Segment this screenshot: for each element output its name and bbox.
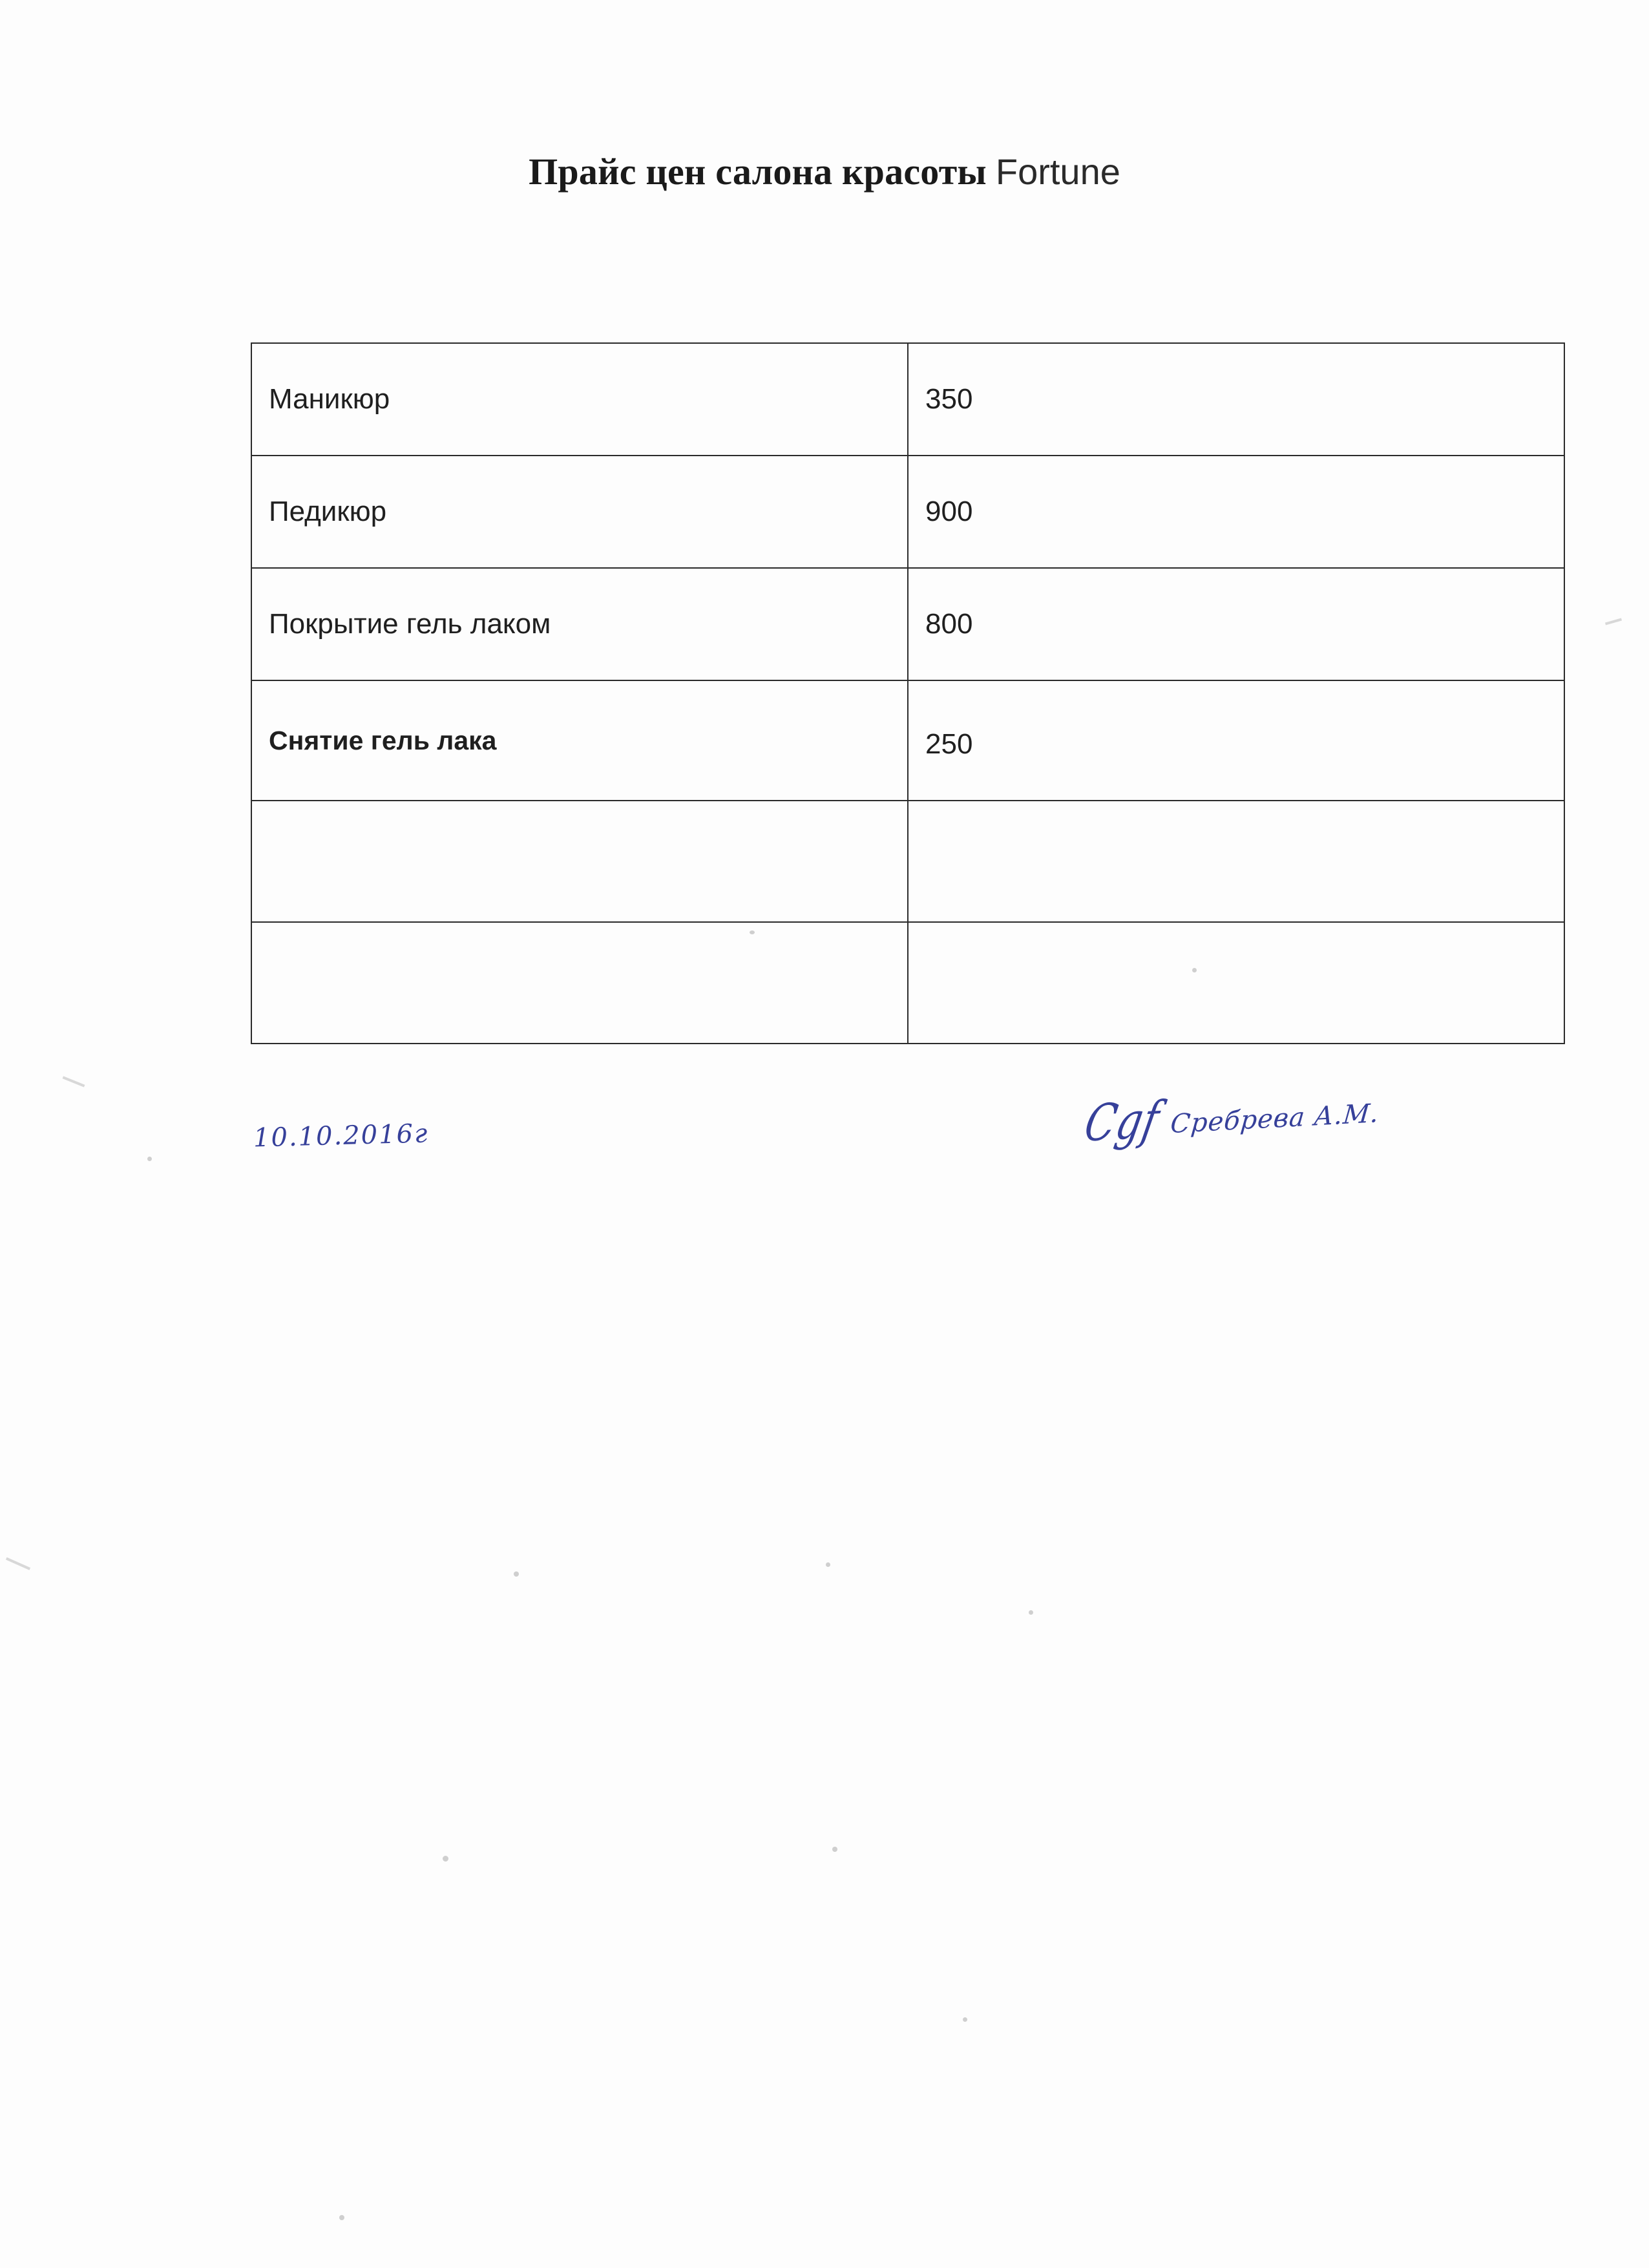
signature-name: Сребрева А.М. (1169, 1098, 1381, 1140)
scan-speck (443, 1856, 448, 1862)
handwritten-signature (1080, 1084, 1381, 1153)
handwritten-date: 10.10.2016г (253, 1118, 429, 1153)
scan-edge-mark (1605, 618, 1622, 625)
title-brand-text: Fortune (995, 151, 1120, 192)
price-cell (908, 801, 1564, 922)
table-row (251, 456, 1564, 568)
price-cell: 800 (908, 568, 1564, 680)
scan-edge-mark (6, 1557, 30, 1570)
service-cell: Маникюр (251, 343, 908, 456)
price-cell: 900 (908, 456, 1564, 568)
page-title (0, 150, 1649, 193)
scan-speck (147, 1157, 152, 1161)
service-cell (251, 801, 908, 922)
price-cell: 250 (908, 680, 1564, 801)
service-cell: Покрытие гель лаком (251, 568, 908, 680)
scan-speck (514, 1571, 519, 1577)
table-row (251, 801, 1564, 922)
price-cell: 350 (908, 343, 1564, 456)
table-row (251, 568, 1564, 680)
table-row (251, 680, 1564, 801)
service-cell: Снятие гель лака (251, 680, 908, 801)
scan-speck (750, 930, 755, 934)
service-cell (251, 922, 908, 1044)
service-cell: Педикюр (251, 456, 908, 568)
table-row (251, 922, 1564, 1044)
scan-edge-mark (63, 1076, 85, 1087)
price-cell (908, 922, 1564, 1044)
scan-speck (963, 2017, 967, 2022)
price-table (251, 342, 1565, 1044)
scan-speck (1192, 968, 1197, 972)
signature-mark: Cgf (1080, 1089, 1165, 1153)
table-row (251, 343, 1564, 456)
scan-speck (826, 1562, 830, 1567)
scan-speck (339, 2215, 344, 2220)
title-main-text: Прайс цен салона красоты (529, 151, 987, 193)
scan-speck (1029, 1610, 1033, 1615)
scan-speck (832, 1847, 837, 1852)
